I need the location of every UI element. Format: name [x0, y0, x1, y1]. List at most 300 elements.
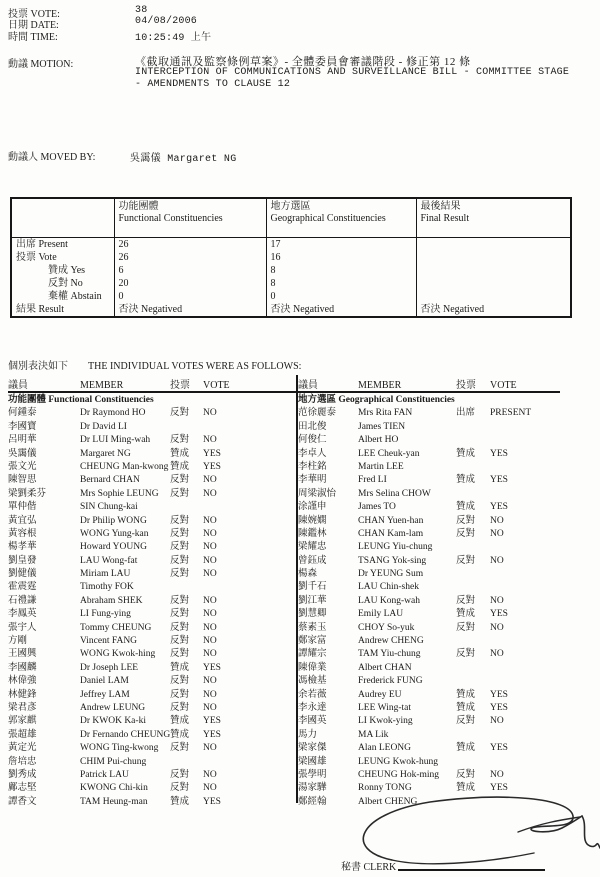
member-row — [298, 635, 594, 648]
vote-en — [203, 581, 295, 594]
vote-en: NO — [490, 716, 504, 727]
vote-zh: 贊成 — [456, 448, 476, 459]
member-name-en: Fred LI — [358, 475, 387, 486]
row-label: 棄權 Abstain — [11, 290, 114, 303]
vote-zh: 反對 — [170, 528, 190, 539]
member-row — [8, 662, 295, 675]
member-name-en: Margaret NG — [80, 448, 131, 459]
member-name-en: Alan LEONG — [358, 743, 412, 754]
member-name-zh: 湯家驊 — [298, 783, 327, 794]
member-row — [298, 675, 594, 688]
member-name-en: LEUNG Kwok-hung — [358, 756, 438, 767]
member-name-en: Dr KWOK Ka-ki — [80, 716, 146, 727]
vote-zh: 反對 — [170, 676, 190, 687]
vote-en: NO — [203, 435, 217, 446]
member-name-zh: 劉江華 — [298, 595, 327, 606]
summary-header-final — [416, 198, 571, 238]
member-row — [8, 568, 295, 581]
member-row — [8, 689, 295, 702]
moved-by-label: 動議人 MOVED BY: — [8, 152, 96, 163]
member-name-en: Dr Philip WONG — [80, 515, 147, 526]
member-name-en: SIN Chung-kai — [80, 502, 138, 513]
member-row — [8, 756, 295, 769]
member-name-en: CHIM Pui-chung — [80, 756, 147, 767]
row-label: 反對 No — [11, 277, 114, 290]
member-row — [8, 407, 295, 420]
member-name-zh: 梁劉柔芬 — [8, 488, 47, 499]
fc-value: 20 — [114, 277, 266, 290]
final-result-header-zh: 最後結果 — [420, 201, 461, 212]
member-name-zh: 曾鈺成 — [298, 555, 327, 566]
member-name-en: Patrick LAU — [80, 769, 129, 780]
vote-en: NO — [203, 676, 217, 687]
vote-zh: 反對 — [170, 769, 190, 780]
summary-header-functional — [114, 198, 266, 238]
member-name-en: Miriam LAU — [80, 569, 131, 580]
member-name-zh: 劉慧卿 — [298, 609, 327, 620]
vote-en: NO — [203, 689, 217, 700]
vote-en: NO — [490, 622, 504, 633]
member-name-en: CHOY So-yuk — [358, 622, 415, 633]
vote-zh — [456, 434, 490, 447]
motion-title-english: INTERCEPTION OF COMMUNICATIONS AND SURVEILLANCE BILL - COMMITTEE STAGE — [135, 67, 570, 78]
member-name-zh: 李鳳英 — [8, 609, 37, 620]
vote-zh: 反對 — [456, 528, 476, 539]
member-name-zh: 涂謹申 — [298, 502, 327, 513]
constituency-section-title: 功能團體 Functional Constituencies — [8, 395, 154, 405]
vote-zh: 反對 — [456, 622, 476, 633]
vote-zh: 反對 — [170, 622, 190, 633]
member-name-zh: 田北俊 — [298, 421, 327, 432]
member-row — [298, 448, 594, 461]
member-name-zh: 李柱銘 — [298, 461, 327, 472]
member-name-en: Howard YOUNG — [80, 542, 147, 553]
member-name-en: Daniel LAM — [80, 676, 129, 687]
member-column-zh: 議員 — [298, 380, 318, 391]
member-row — [8, 702, 295, 715]
vote-zh: 贊成 — [170, 448, 190, 459]
member-row — [298, 689, 594, 702]
summary-header-geographical — [266, 198, 416, 238]
member-row — [298, 501, 594, 514]
vote-zh: 出席 — [456, 408, 476, 419]
vote-zh — [170, 581, 203, 594]
member-row — [298, 648, 594, 661]
member-row — [8, 461, 295, 474]
member-row — [298, 488, 594, 501]
functional-header-zh: 功能團體 — [118, 201, 159, 212]
member-name-en: Audrey EU — [358, 689, 402, 700]
member-name-en: Martin LEE — [358, 461, 404, 472]
member-name-zh: 周梁淑怡 — [298, 488, 337, 499]
member-name-en: Dr LUI Ming-wah — [80, 435, 151, 446]
clerk-signature-line — [398, 869, 545, 871]
member-name-en: TAM Yiu-chung — [358, 649, 421, 660]
gc-value: 8 — [266, 277, 416, 290]
vote-en: YES — [203, 448, 221, 459]
member-row — [8, 555, 295, 568]
vote-zh — [456, 488, 490, 501]
geographical-header-zh: 地方選區 — [270, 201, 311, 212]
member-name-en: Albert HO — [358, 435, 399, 446]
member-row — [8, 581, 295, 594]
member-name-en: Andrew CHENG — [358, 636, 424, 647]
vote-zh: 贊成 — [456, 609, 476, 620]
member-name-zh: 李國寶 — [8, 421, 37, 432]
vote-en: NO — [203, 569, 217, 580]
member-name-zh: 李卓人 — [298, 448, 327, 459]
member-name-zh: 呂明華 — [8, 435, 37, 446]
member-row — [298, 715, 594, 728]
member-row — [298, 541, 594, 554]
geographical-header-en: Geographical Constituencies — [270, 213, 386, 224]
member-name-en: Albert CHAN — [358, 662, 412, 673]
vote-zh — [456, 541, 490, 554]
fc-value: 6 — [114, 264, 266, 277]
header-rule — [8, 391, 560, 393]
member-row — [8, 434, 295, 447]
vote-en — [203, 501, 295, 514]
vote-en: NO — [490, 649, 504, 660]
member-name-en: Mrs Selina CHOW — [358, 488, 431, 499]
final-value — [416, 251, 571, 264]
vote-zh — [170, 421, 203, 434]
vote-zh: 贊成 — [170, 729, 190, 740]
member-name-zh: 楊森 — [298, 569, 318, 580]
member-name-en: WONG Ting-kwong — [80, 743, 159, 754]
member-name-zh: 余若薇 — [298, 689, 327, 700]
member-name-en: CHAN Yuen-han — [358, 515, 424, 526]
vote-en: NO — [203, 555, 217, 566]
member-row — [8, 675, 295, 688]
member-name-en: LI Fung-ying — [80, 609, 131, 620]
vote-zh: 反對 — [456, 555, 476, 566]
member-row — [8, 608, 295, 621]
member-row — [298, 515, 594, 528]
vote-zh: 反對 — [170, 609, 190, 620]
vote-zh: 反對 — [170, 649, 190, 660]
member-row — [298, 756, 594, 769]
member-name-zh: 李國英 — [298, 716, 327, 727]
member-name-zh: 王國興 — [8, 649, 37, 660]
vote-en: YES — [490, 702, 508, 713]
vote-zh — [456, 675, 490, 688]
member-name-zh: 馬力 — [298, 729, 318, 740]
date-line — [0, 16, 600, 31]
member-name-en: Abraham SHEK — [80, 595, 143, 606]
vote-en — [490, 635, 594, 648]
motion-title-english-cont: - AMENDMENTS TO CLAUSE 12 — [135, 79, 291, 90]
member-row — [8, 715, 295, 728]
individual-votes-heading-zh: 個別表決如下 — [8, 361, 68, 372]
final-result-header-en: Final Result — [420, 213, 470, 224]
vote-en: NO — [203, 649, 217, 660]
member-row — [8, 474, 295, 487]
vote-en — [203, 756, 295, 769]
vote-en — [490, 568, 594, 581]
member-name-en: Ronny TONG — [358, 783, 412, 794]
member-name-en: LI Kwok-ying — [358, 716, 413, 727]
vote-zh: 反對 — [170, 702, 190, 713]
vote-zh: 反對 — [170, 689, 190, 700]
vote-zh — [456, 581, 490, 594]
member-name-en: Andrew LEUNG — [80, 702, 146, 713]
member-name-zh: 鄺志堅 — [8, 783, 37, 794]
vote-en — [490, 581, 594, 594]
member-name-en: CHAN Kam-lam — [358, 528, 424, 539]
vote-en — [490, 421, 594, 434]
member-name-en: Vincent FANG — [80, 636, 138, 647]
member-name-en: KWONG Chi-kin — [80, 783, 148, 794]
fc-value: 否決 Negatived — [114, 303, 266, 317]
vote-zh: 贊成 — [456, 502, 476, 513]
vote-zh: 反對 — [456, 716, 476, 727]
member-name-en: Dr Joseph LEE — [80, 662, 139, 673]
member-name-zh: 方剛 — [8, 636, 28, 647]
member-name-zh: 林健鋒 — [8, 689, 37, 700]
member-row — [8, 515, 295, 528]
member-row — [8, 421, 295, 434]
vote-en: NO — [203, 595, 217, 606]
row-label: 投票 Vote — [11, 251, 114, 264]
moved-by-value: 吳靄儀 Margaret NG — [130, 154, 237, 165]
member-name-zh: 黃容根 — [8, 528, 37, 539]
gc-value: 16 — [266, 251, 416, 264]
vote-en: NO — [203, 769, 217, 780]
member-name-zh: 張文光 — [8, 461, 37, 472]
vote-en: NO — [203, 408, 217, 419]
member-name-en: Bernard CHAN — [80, 475, 140, 486]
row-label: 結果 Result — [11, 303, 114, 317]
member-row — [8, 782, 295, 795]
functional-constituencies-list — [8, 394, 295, 809]
member-column-en: MEMBER — [80, 380, 124, 391]
member-name-en: Dr YEUNG Sum — [358, 569, 424, 580]
member-name-zh: 陳婉嫻 — [298, 515, 327, 526]
member-name-zh: 張超雄 — [8, 729, 37, 740]
member-name-en: Dr Raymond HO — [80, 408, 146, 419]
vote-en: NO — [203, 702, 217, 713]
vote-zh — [456, 756, 490, 769]
member-name-zh: 梁國雄 — [298, 756, 327, 767]
member-name-en: Tommy CHEUNG — [80, 622, 152, 633]
vote-en: NO — [203, 528, 217, 539]
individual-votes-heading-en: THE INDIVIDUAL VOTES WERE AS FOLLOWS: — [88, 361, 302, 372]
member-row — [298, 769, 594, 782]
member-row — [298, 555, 594, 568]
member-name-zh: 鄭家富 — [298, 636, 327, 647]
summary-row-no — [11, 277, 571, 290]
vote-zh: 反對 — [170, 435, 190, 446]
final-value — [416, 238, 571, 252]
vote-en: NO — [203, 622, 217, 633]
vote-en: YES — [203, 729, 221, 740]
member-name-en: Frederick FUNG — [358, 676, 423, 687]
vote-zh — [456, 568, 490, 581]
vote-column-en: VOTE — [203, 380, 230, 391]
vote-en: NO — [203, 488, 217, 499]
summary-row-yes — [11, 264, 571, 277]
member-name-zh: 張學明 — [298, 769, 327, 780]
vote-zh: 贊成 — [456, 475, 476, 486]
member-name-en: LEE Cheuk-yan — [358, 448, 420, 459]
member-name-zh: 黃宜弘 — [8, 515, 37, 526]
member-name-en: Dr David LI — [80, 421, 127, 432]
vote-en: NO — [203, 542, 217, 553]
member-row — [8, 448, 295, 461]
geographical-constituencies-list — [298, 394, 594, 809]
member-name-zh: 陳智思 — [8, 475, 37, 486]
vote-en: NO — [490, 595, 504, 606]
vote-zh — [456, 662, 490, 675]
member-row — [8, 796, 295, 809]
vote-number-label: 投票 VOTE: — [8, 9, 60, 20]
gc-value: 否決 Negatived — [266, 303, 416, 317]
final-value — [416, 290, 571, 303]
vote-en — [490, 434, 594, 447]
member-name-en: CHEUNG Man-kwong — [80, 461, 169, 472]
member-name-en: James TIEN — [358, 421, 406, 432]
vote-zh: 反對 — [170, 783, 190, 794]
gc-value: 17 — [266, 238, 416, 252]
vote-en: YES — [490, 783, 508, 794]
member-name-zh: 范徐麗泰 — [298, 408, 337, 419]
member-row — [8, 729, 295, 742]
vote-zh — [170, 756, 203, 769]
vote-en — [490, 461, 594, 474]
clerk-label: 秘書 CLERK — [341, 862, 397, 873]
functional-header-en: Functional Constituencies — [118, 213, 223, 224]
member-row — [298, 608, 594, 621]
member-row — [298, 568, 594, 581]
vote-zh: 反對 — [456, 769, 476, 780]
summary-header-row — [11, 198, 571, 238]
member-name-zh: 吳靄儀 — [8, 448, 37, 459]
fc-value: 0 — [114, 290, 266, 303]
vote-zh: 反對 — [170, 743, 190, 754]
member-name-en: LEE Wing-tat — [358, 702, 411, 713]
member-name-zh: 蔡素玉 — [298, 622, 327, 633]
vote-number-value: 38 — [135, 5, 148, 16]
motion-label: 動議 MOTION: — [8, 59, 74, 70]
member-name-en: WONG Kwok-hing — [80, 649, 156, 660]
member-name-en: Timothy FOK — [80, 582, 134, 593]
vote-zh: 反對 — [170, 542, 190, 553]
vote-zh: 反對 — [170, 488, 190, 499]
vote-zh: 反對 — [456, 515, 476, 526]
date-label: 日期 DATE: — [8, 20, 59, 31]
member-row — [298, 662, 594, 675]
vote-en — [490, 541, 594, 554]
member-name-en: WONG Yung-kan — [80, 528, 149, 539]
vote-en: NO — [203, 743, 217, 754]
member-name-en: CHEUNG Hok-ming — [358, 769, 440, 780]
member-name-zh: 劉健儀 — [8, 569, 37, 580]
vote-zh: 贊成 — [456, 689, 476, 700]
member-row — [298, 407, 594, 420]
vote-en: PRESENT — [490, 408, 532, 419]
constituency-section-title: 地方選區 Geographical Constituencies — [298, 395, 455, 405]
member-name-en: LAU Kong-wah — [358, 595, 421, 606]
member-column-zh: 議員 — [8, 380, 28, 391]
member-name-en: Dr Fernando CHEUNG — [80, 729, 171, 740]
summary-row-abstain — [11, 290, 571, 303]
member-row — [8, 488, 295, 501]
member-row — [8, 501, 295, 514]
member-row — [298, 742, 594, 755]
motion-title-chinese: 《截取通訊及監察條例草案》- 全體委員會審議階段 - 修正第 12 條 — [135, 56, 471, 68]
vote-en: NO — [490, 769, 504, 780]
member-row — [298, 702, 594, 715]
member-name-zh: 何鍾泰 — [8, 408, 37, 419]
time-value: 10:25:49 上午 — [135, 33, 212, 44]
member-name-en: TAM Heung-man — [80, 796, 148, 807]
time-line — [0, 28, 600, 44]
vote-en: NO — [203, 783, 217, 794]
member-name-zh: 劉秀成 — [8, 769, 37, 780]
fc-value: 26 — [114, 251, 266, 264]
member-name-zh: 梁耀忠 — [298, 542, 327, 553]
member-name-zh: 譚耀宗 — [298, 649, 327, 660]
member-name-zh: 陳鑑林 — [298, 528, 327, 539]
vote-en: YES — [203, 796, 221, 807]
individual-votes-heading — [8, 357, 301, 372]
gc-value: 0 — [266, 290, 416, 303]
gc-value: 8 — [266, 264, 416, 277]
member-name-zh: 馮檢基 — [298, 676, 327, 687]
vote-zh: 反對 — [170, 475, 190, 486]
member-row — [298, 622, 594, 635]
member-name-en: MA Lik — [358, 729, 389, 740]
vote-zh: 贊成 — [170, 662, 190, 673]
vote-column-en: VOTE — [490, 380, 517, 391]
vote-zh: 反對 — [170, 595, 190, 606]
time-label: 時間 TIME: — [8, 32, 58, 43]
member-row — [298, 729, 594, 742]
vote-zh — [456, 421, 490, 434]
vote-zh: 贊成 — [170, 461, 190, 472]
member-name-zh: 張宇人 — [8, 622, 37, 633]
member-row — [8, 769, 295, 782]
member-row — [298, 474, 594, 487]
vote-zh: 贊成 — [170, 796, 190, 807]
vote-zh: 反對 — [170, 636, 190, 647]
vote-en — [490, 488, 594, 501]
member-name-en: LAU Chin-shek — [358, 582, 419, 593]
member-row — [8, 742, 295, 755]
vote-en: YES — [490, 609, 508, 620]
vote-zh: 反對 — [456, 649, 476, 660]
member-row — [8, 528, 295, 541]
member-name-zh: 詹培忠 — [8, 756, 37, 767]
vote-en: YES — [203, 716, 221, 727]
row-label: 贊成 Yes — [11, 264, 114, 277]
vote-en — [203, 421, 295, 434]
member-name-zh: 陳偉業 — [298, 662, 327, 673]
member-name-zh: 梁君彥 — [8, 702, 37, 713]
vote-en: YES — [490, 502, 508, 513]
vote-column-zh: 投票 — [456, 380, 476, 391]
vote-zh: 贊成 — [456, 783, 476, 794]
member-name-zh: 何俊仁 — [298, 435, 327, 446]
member-row — [298, 528, 594, 541]
member-name-zh: 鄭經翰 — [298, 796, 327, 807]
summary-row-result — [11, 303, 571, 317]
vote-en: YES — [490, 448, 508, 459]
vote-zh: 贊成 — [170, 716, 190, 727]
date-value: 04/08/2006 — [135, 16, 198, 27]
fc-value: 26 — [114, 238, 266, 252]
